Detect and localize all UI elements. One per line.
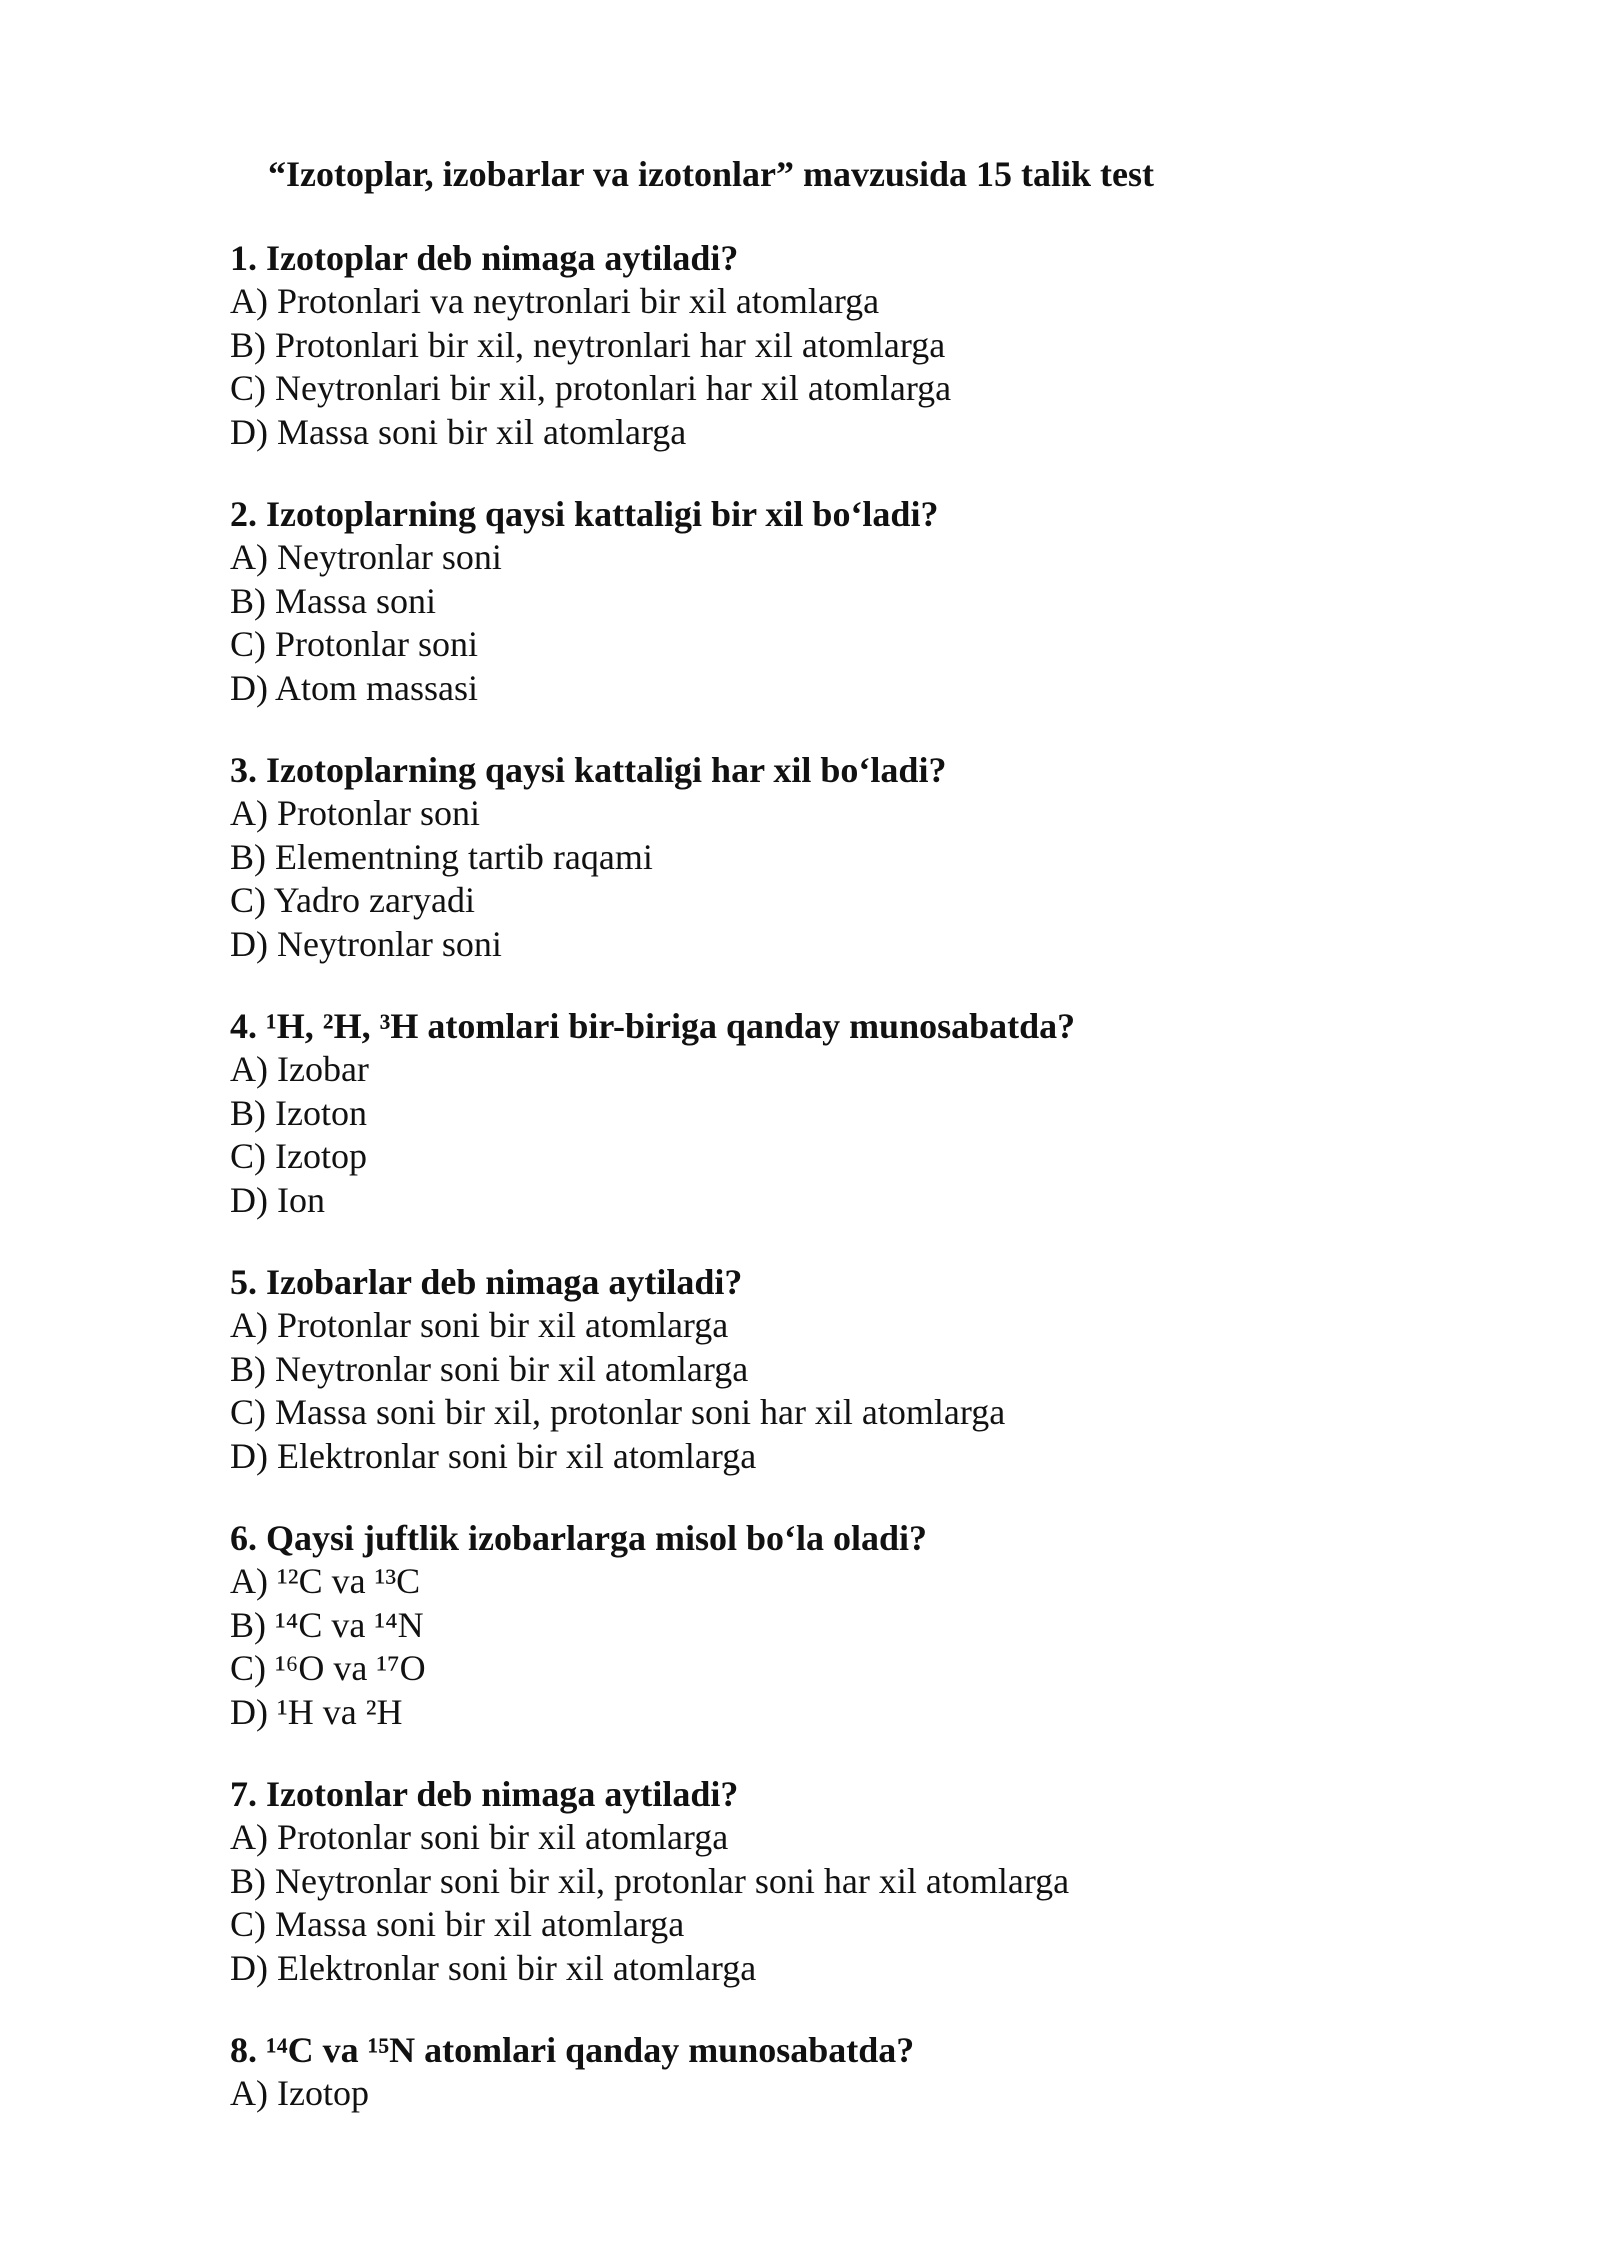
question-text: 7. Izotonlar deb nimaga aytiladi?	[230, 1774, 739, 1814]
document-title: “Izotoplar, izobarlar va izotonlar” mavzusida 15 talik test	[268, 154, 1154, 194]
question-1	[230, 236, 1430, 454]
option-b: B) Massa soni	[230, 580, 436, 621]
option-b: B) Neytronlar soni bir xil, protonlar soni har xil atomlarga	[230, 1860, 1070, 1901]
option-a: A) Protonlar soni bir xil atomlarga	[230, 1305, 729, 1345]
option-d: D) Neytronlar soni	[230, 923, 502, 964]
question-list	[230, 236, 1430, 2154]
question-text: 4. ¹H, ²H, ³H atomlari bir-biriga qanday munosabatda?	[230, 1006, 1076, 1046]
option-a: A) ¹²C va ¹³C	[230, 1561, 421, 1601]
question-text: 1. Izotoplar deb nimaga aytiladi?	[230, 238, 739, 278]
question-3	[230, 748, 1430, 966]
option-a: A) Neytronlar soni	[230, 537, 502, 577]
option-d: D) Elektronlar soni bir xil atomlarga	[230, 1435, 757, 1476]
question-4	[230, 1004, 1430, 1222]
option-c: C) Massa soni bir xil, protonlar soni har xil atomlarga	[230, 1392, 1006, 1432]
option-b: B) Neytronlar soni bir xil atomlarga	[230, 1348, 749, 1389]
question-5	[230, 1260, 1430, 1478]
option-c: C) Izotop	[230, 1136, 367, 1176]
option-c: C) Massa soni bir xil atomlarga	[230, 1904, 685, 1944]
question-2	[230, 492, 1430, 710]
option-d: D) Atom massasi	[230, 667, 478, 708]
option-c: C) Yadro zaryadi	[230, 880, 475, 920]
option-c: C) Protonlar soni	[230, 624, 478, 664]
option-d: D) Massa soni bir xil atomlarga	[230, 411, 687, 452]
option-a: A) Protonlar soni	[230, 793, 480, 833]
question-text: 5. Izobarlar deb nimaga aytiladi?	[230, 1262, 743, 1302]
option-b: B) ¹⁴C va ¹⁴N	[230, 1604, 424, 1645]
question-text: 2. Izotoplarning qaysi kattaligi bir xil bo‘ladi?	[230, 494, 939, 534]
question-text: 6. Qaysi juftlik izobarlarga misol bo‘la oladi?	[230, 1518, 928, 1558]
option-d: D) Elektronlar soni bir xil atomlarga	[230, 1947, 757, 1988]
option-d: D) Ion	[230, 1179, 325, 1220]
option-c: C) ¹⁶O va ¹⁷O	[230, 1648, 426, 1688]
option-a: A) Izotop	[230, 2073, 369, 2113]
question-8	[230, 2028, 1430, 2116]
option-a: A) Protonlari va neytronlari bir xil atomlarga	[230, 281, 880, 321]
option-d: D) ¹H va ²H	[230, 1691, 403, 1732]
option-c: C) Neytronlari bir xil, protonlari har xil atomlarga	[230, 368, 952, 408]
question-text: 3. Izotoplarning qaysi kattaligi har xil bo‘ladi?	[230, 750, 947, 790]
option-b: B) Elementning tartib raqami	[230, 836, 653, 877]
question-text: 8. ¹⁴C va ¹⁵N atomlari qanday munosabatda?	[230, 2030, 915, 2070]
option-a: A) Protonlar soni bir xil atomlarga	[230, 1817, 729, 1857]
question-6	[230, 1516, 1430, 1734]
question-7	[230, 1772, 1430, 1990]
option-b: B) Izoton	[230, 1092, 367, 1133]
option-a: A) Izobar	[230, 1049, 369, 1089]
option-b: B) Protonlari bir xil, neytronlari har xil atomlarga	[230, 324, 946, 365]
